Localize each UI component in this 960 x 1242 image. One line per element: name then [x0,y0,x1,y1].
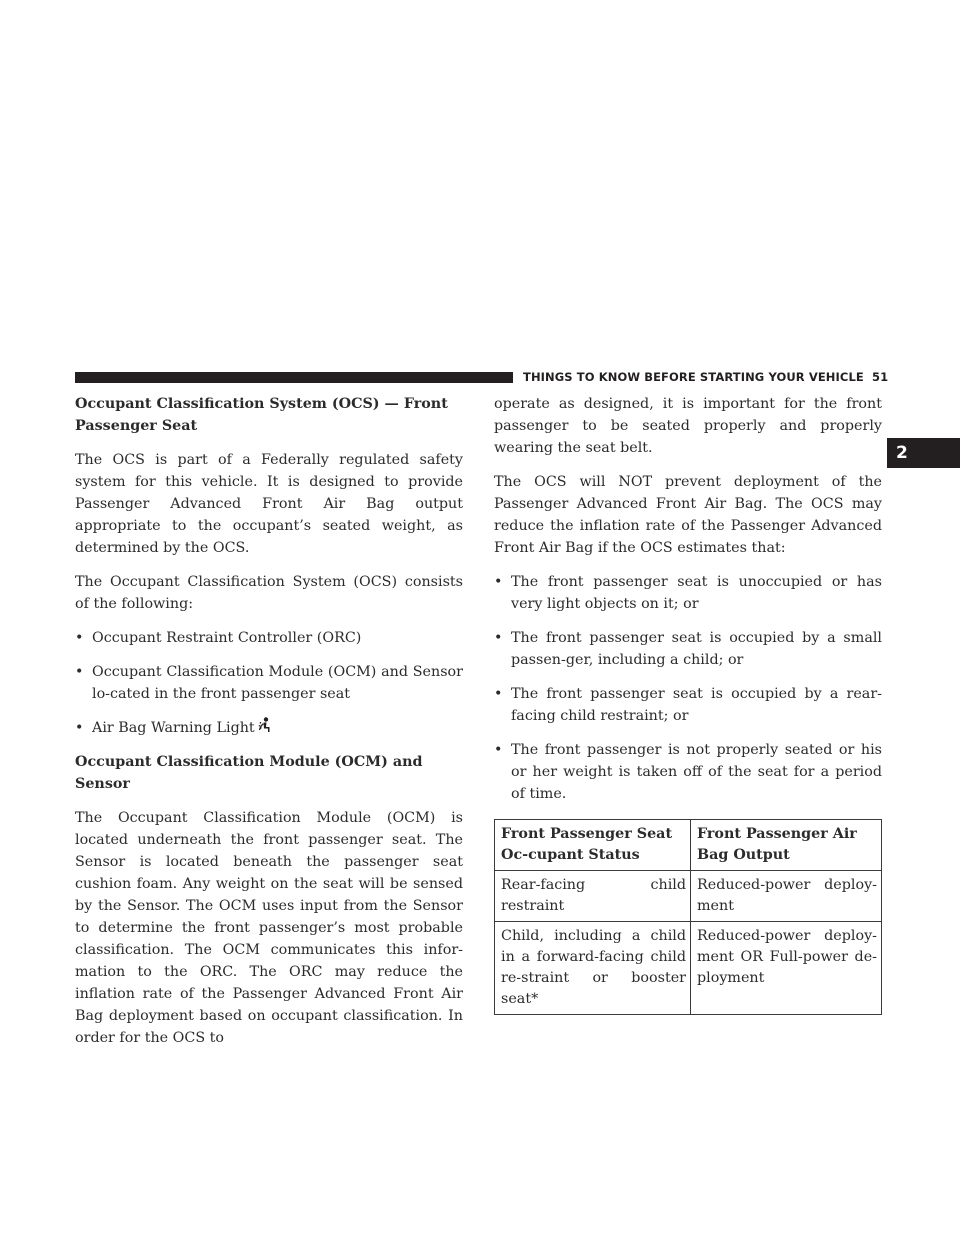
table-cell: Reduced-power deploy-ment [691,871,882,922]
page-number: 51 [872,370,889,384]
section-heading-ocm: Occupant Classification Module (OCM) and Sensor [75,754,423,792]
list-item: • Occupant Classification Module (OCM) and Sensor lo-cated in the front passenger seat [75,661,463,705]
bullet-icon: • [75,630,84,646]
list-item: • The front passenger seat is occupied by a small passen-ger, including a child; or [494,627,882,671]
right-column [494,393,882,1015]
bullet-icon: • [75,664,84,680]
table-cell: Rear-facing child restraint [495,871,691,922]
bullet-icon: • [494,686,503,702]
chapter-tab: 2 [887,438,960,468]
header-title: THINGS TO KNOW BEFORE STARTING YOUR VEHICLE [523,370,864,384]
header-rule [75,372,513,383]
bullet-icon: • [494,574,503,590]
bullet-icon: • [494,742,503,758]
list-item: • Air Bag Warning Light [75,717,463,739]
list-item: • The front passenger seat is occupied by a rear-facing child restraint; or [494,683,882,727]
list-item: • The front passenger seat is unoccupied or has very light objects on it; or [494,571,882,615]
table-row [495,922,882,1015]
paragraph: The OCS will NOT prevent deployment of the Passenger Advanced Front Air Bag. The OCS may reduce the inflation rate of the Passenger Advanced Front Air Bag if the OCS estimates that: [494,474,882,556]
column-header: Front Passenger Seat Oc-cupant Status [495,820,691,871]
paragraph: The Occupant Classification Module (OCM) is located underneath the front passenger seat. The Sensor is located beneath the passenger seat cushion foam. Any weight on the seat will be sensed by the Sensor. The OCM uses input from the Sensor to determine the front passenger’s most probable classification. The OCM communicates this infor-mation to the ORC. The ORC may reduce the inflation rate of the Passenger Advanced Front Air Bag deployment based on occupant classification. In order for the OCS to [75,810,463,1046]
table-row [495,871,882,922]
table-header-row [495,820,882,871]
table-cell: Reduced-power deploy-ment OR Full-power de-ployment [691,922,882,1015]
bullet-icon: • [75,720,84,736]
paragraph: operate as designed, it is important for the front passenger to be seated properly and properly wearing the seat belt. [494,396,882,456]
ocs-output-table [494,819,882,1015]
table-cell: Child, including a child in a forward-facing child re-straint or booster seat* [495,922,691,1015]
section-heading-ocs: Occupant Classification System (OCS) — Front Passenger Seat [75,396,448,434]
list-item: • The front passenger is not properly seated or his or her weight is taken off of the seat for a period of time. [494,739,882,805]
column-header: Front Passenger Air Bag Output [691,820,882,871]
list-item: • Occupant Restraint Controller (ORC) [75,627,463,649]
paragraph: The Occupant Classification System (OCS) consists of the following: [75,574,463,612]
bullet-list [494,571,882,805]
paragraph: The OCS is part of a Federally regulated safety system for this vehicle. It is designed to provide Passenger Advanced Front Air Bag output appropriate to the occupant’s seated weight, as determined by the OCS. [75,452,463,556]
airbag-warning-icon [257,717,271,733]
bullet-list [75,627,463,739]
left-column [75,393,463,1061]
running-header [523,368,889,386]
bullet-icon: • [494,630,503,646]
